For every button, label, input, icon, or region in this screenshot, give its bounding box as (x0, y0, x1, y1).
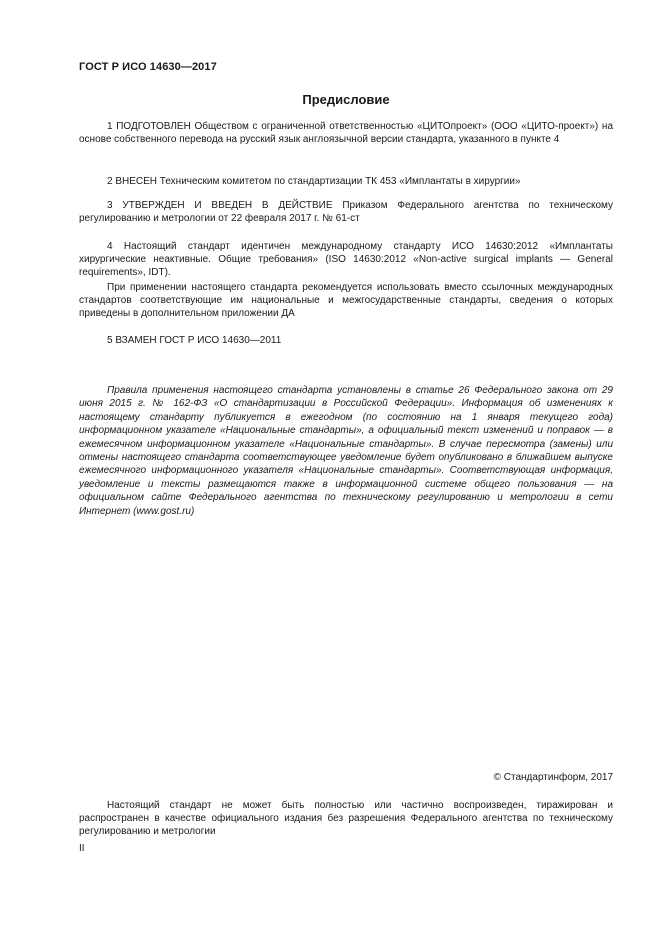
page-number: II (79, 843, 85, 854)
paragraph-4-identical: 4 Настоящий стандарт идентичен международному стандарту ИСО 14630:2012 «Имплантаты хирургические неактивные. Общие требования» (ISO 14630:2012 «Non-active surgical implants — General requirements», IDT). (79, 241, 613, 278)
page-title: Предисловие (302, 92, 390, 107)
reproduction-notice: Настоящий стандарт не может быть полностью или частично воспроизведен, тиражирован и распространен в качестве официального издания без разрешения Федерального агентства по техническому регулированию и метрологии (79, 800, 613, 837)
standard-header: ГОСТ Р ИСО 14630—2017 (79, 61, 217, 73)
copyright-line: © Стандартинформ, 2017 (493, 772, 613, 783)
paragraph-2-submitted: 2 ВНЕСЕН Техническим комитетом по стандартизации ТК 453 «Имплантаты в хирургии» (107, 176, 521, 187)
rules-notice: Правила применения настоящего стандарта установлены в статье 26 Федерального закона от 29 июня 2015 г. № 162-ФЗ «О стандартизации в Российской Федерации». Информация об изменениях к настоящему стандарту публикуется в ежегодном (по состоянию на 1 января текущего года) информационном указателе «Национальные стандарты», а официальный текст изменений и поправок — в ежемесячном информационном указателе «Национальные стандарты». В случае пересмотра (замены) или отмены настоящего стандарта соответствующее уведомление будет опубликовано в ближайшем выпуске ежемесячного информационного указателя «Национальные стандарты». Соответствующая информация, уведомление и тексты размещаются также в информационной системе общего пользования — на официальном сайте Федерального агентства по техническому регулированию и метрологии в сети Интернет (www.gost.ru) (79, 385, 613, 517)
paragraph-3-approved: 3 УТВЕРЖДЕН И ВВЕДЕН В ДЕЙСТВИЕ Приказом Федерального агентства по техническому регулированию и метрологии от 22 февраля 2017 г. № 61-ст (79, 200, 613, 224)
paragraph-4-note: При применении настоящего стандарта рекомендуется использовать вместо ссылочных международных стандартов соответствующие им национальные и межгосударственные стандарты, сведения о которых приведены в дополнительном приложении ДА (79, 282, 613, 319)
paragraph-1-prepared: 1 ПОДГОТОВЛЕН Обществом с ограниченной ответственностью «ЦИТОпроект» (ООО «ЦИТО-проект») на основе собственного перевода на русский язык англоязычной версии стандарта, указанного в пункте 4 (79, 121, 613, 145)
paragraph-5-replaces: 5 ВЗАМЕН ГОСТ Р ИСО 14630—2011 (107, 335, 282, 346)
